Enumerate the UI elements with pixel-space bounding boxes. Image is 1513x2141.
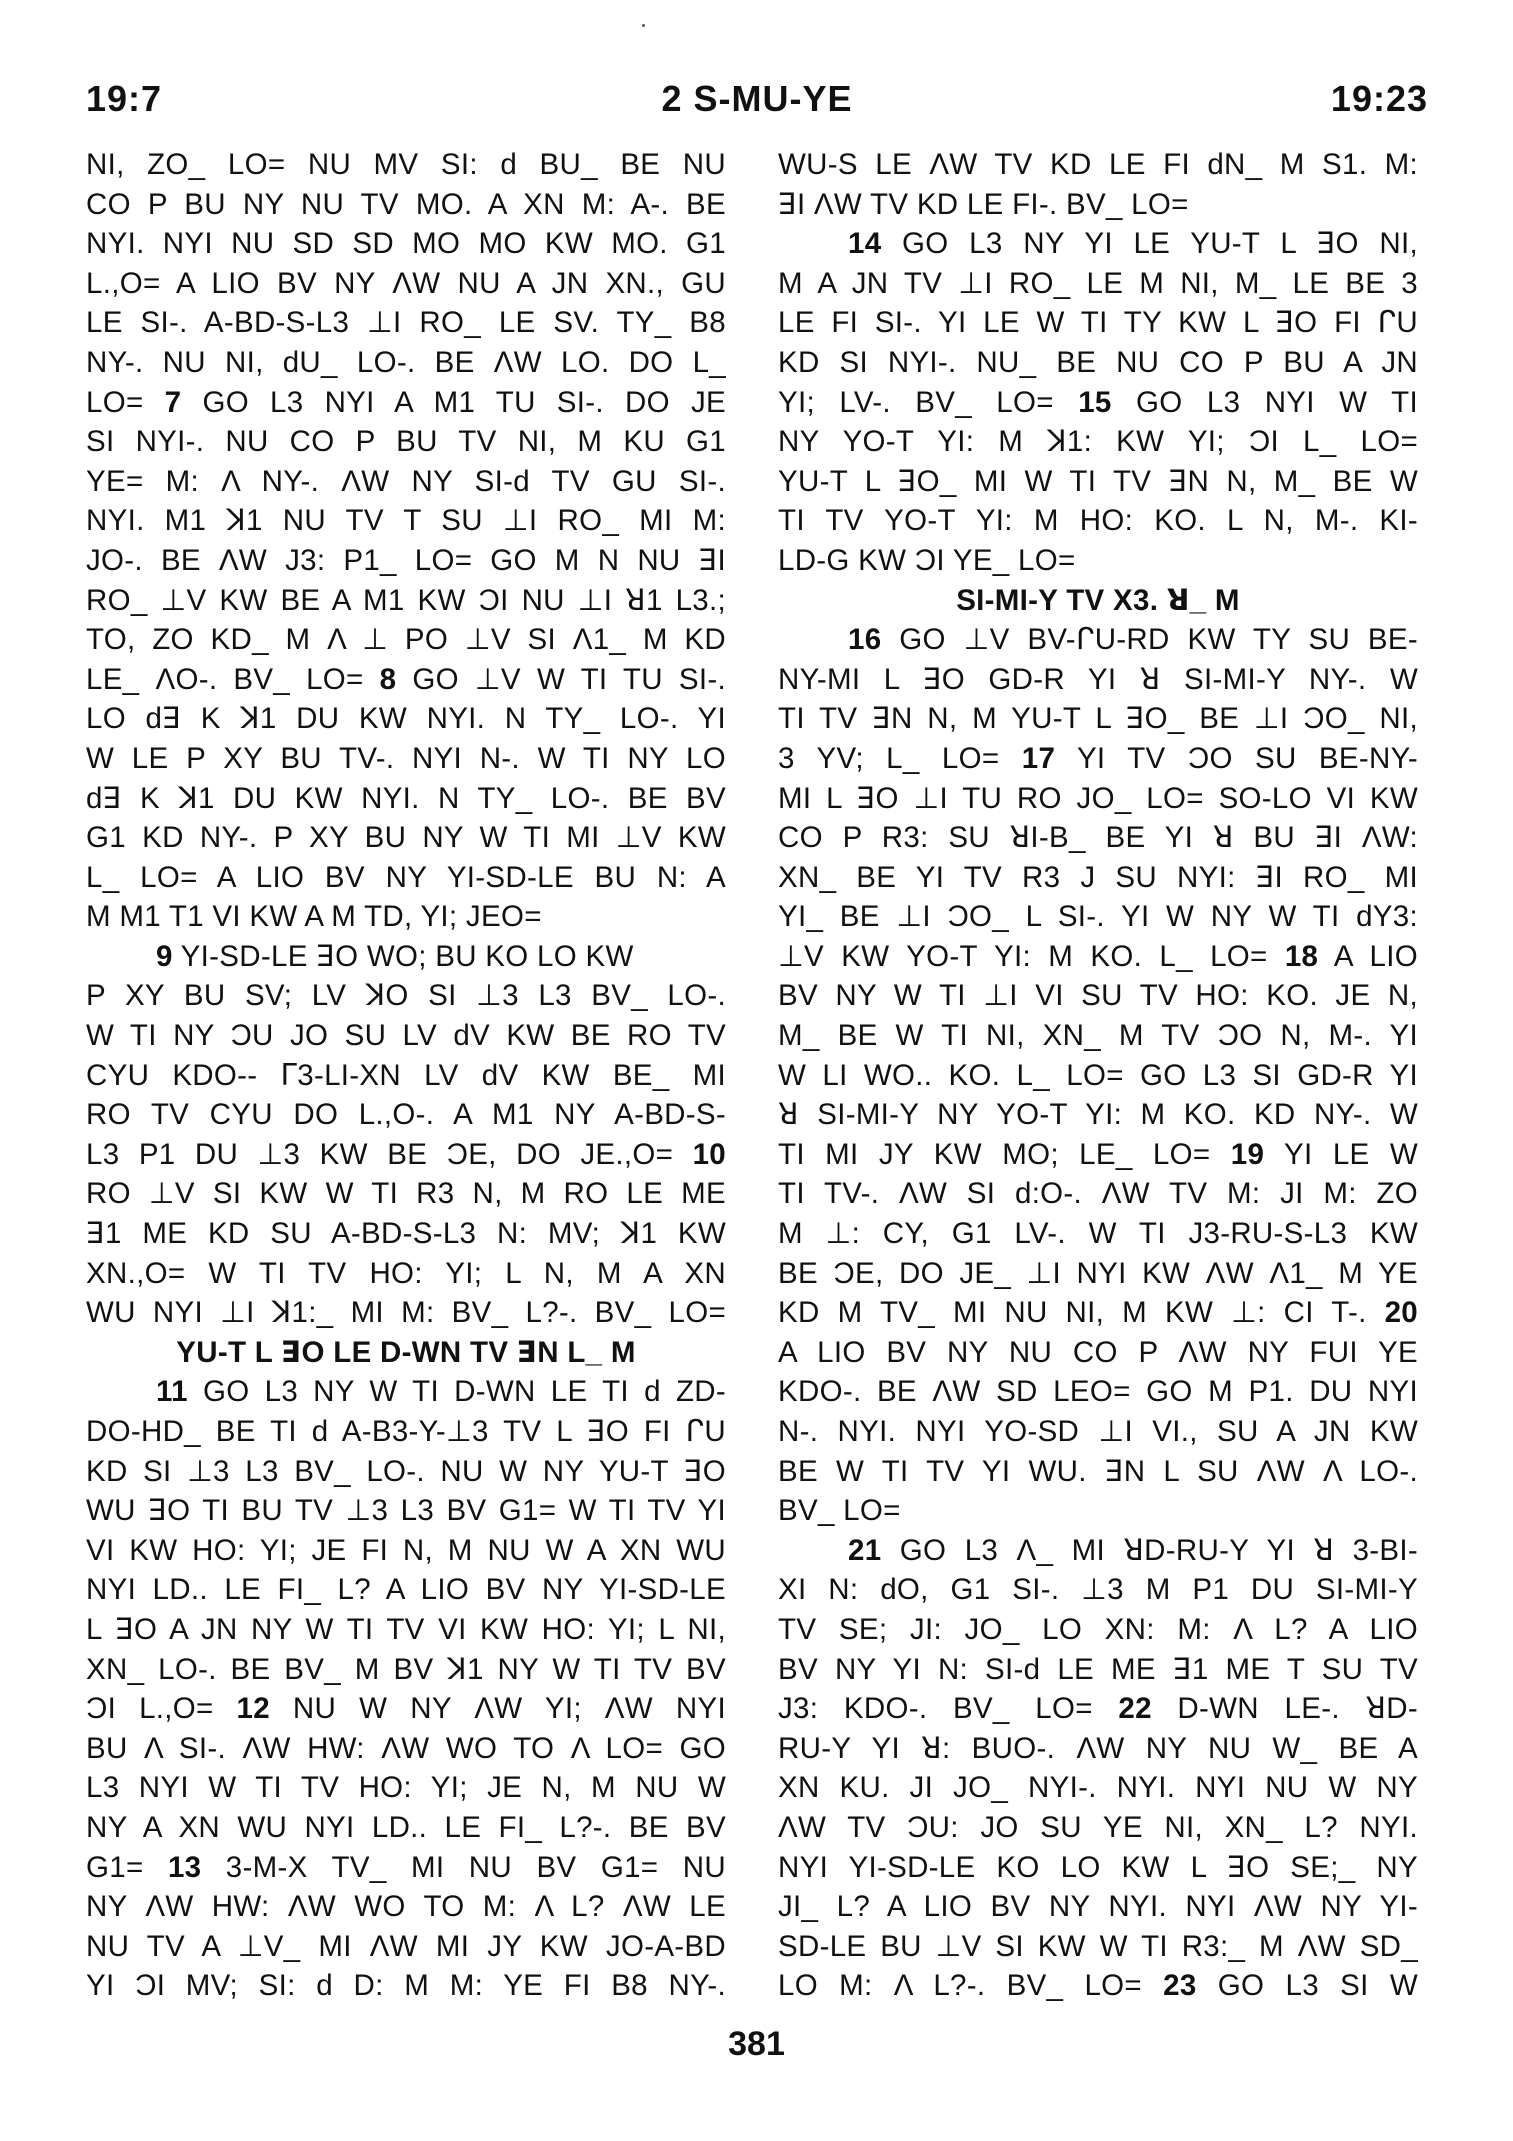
text-line: WU ꓱO TI BU TV ⊥3 L3 BV G1= W TI TV YI [86, 1494, 726, 1528]
text-line: TI TV-. ΛW SI d:O-. ΛW TV M: JI M: ZO [778, 1177, 1418, 1211]
text-line: VI KW HO: YI; JE FI N, M NU W A XN WU [86, 1533, 726, 1567]
text-line: BV_ LO= [778, 1494, 901, 1528]
left-text-column [86, 145, 726, 2006]
header-book-title: 2 S-MU-YE [661, 78, 853, 119]
text-line: XN_ BE YI TV R3 J SU NYI: ꓱI RO_ MI [778, 860, 1418, 894]
text-line: M ⊥: CY, G1 LV-. W TI J3-RU-S-L3 KW [778, 1217, 1418, 1251]
text-line: YI; LV-. BV_ LO= 15 GO L3 NYI W TI [778, 385, 1418, 419]
text-line: 16 GO ⊥V BV-ᒋU-RD KW TY SU BE- [848, 623, 1418, 657]
right-text-column [778, 145, 1418, 2006]
text-line: RU-Y YI ꓤ: BUO-. ΛW NY NU W_ BE A [778, 1731, 1418, 1765]
verse-number: 22 [1118, 1692, 1152, 1726]
text-line: BE W TI TV YI WU. ꓱN L SU ΛW Λ LO-. [778, 1454, 1418, 1488]
text-line: W TI NY ƆU JO SU LV dV KW BE RO TV [86, 1019, 726, 1053]
text-line: 21 GO L3 Λ_ MI ꓤD-RU-Y YI ꓤ 3-BI- [848, 1533, 1418, 1567]
text-line: M_ BE W TI NI, XN_ M TV ƆO N, M-. YI [778, 1019, 1418, 1053]
text-line: RO ⊥V SI KW W TI R3 N, M RO LE ME [86, 1177, 726, 1211]
text-line: BE ƆE, DO JE_ ⊥I NYI KW ΛW Λ1_ M YE [778, 1256, 1418, 1290]
text-line: LO= 7 GO L3 NYI A M1 TU SI-. DO JE [86, 385, 726, 419]
text-line: ƆI L.,O= 12 NU W NY ΛW YI; ΛW NYI [86, 1692, 726, 1726]
text-line: A LIO BV NY NU CO P ΛW NY FUI YE [778, 1335, 1418, 1369]
text-line: NY-MI L ꓱO GD-R YI ꓤ SI-MI-Y NY-. W [778, 662, 1418, 696]
text-line: W LE P XY BU TV-. NYI N-. W TI NY LO [86, 741, 726, 775]
text-line: KD SI NYI-. NU_ BE NU CO P BU A JN [778, 345, 1418, 379]
text-line: KD M TV_ MI NU NI, M KW ⊥: CI T-. 20 [778, 1296, 1418, 1330]
text-line: M A JN TV ⊥I RO_ LE M NI, M_ LE BE 3 [778, 266, 1418, 300]
text-line: LE SI-. A-BD-S-L3 ⊥I RO_ LE SV. TY_ B8 [86, 306, 726, 340]
text-line: JI_ L? A LIO BV NY NYI. NYI ΛW NY YI- [778, 1890, 1418, 1924]
text-line: NU TV A ⊥V_ MI ΛW MI JY KW JO-A-BD [86, 1929, 726, 1963]
verse-number: 12 [236, 1692, 270, 1726]
text-line: LD-G KW ƆI YE_ LO= [778, 543, 1076, 577]
verse-number: 13 [167, 1850, 202, 1884]
header-chapter-end: 19:23 [1330, 78, 1428, 119]
verse-number: 16 [848, 623, 882, 657]
text-line: NY A XN WU NYI LD.. LE FI_ L?-. BE BV [86, 1810, 726, 1844]
text-line: LE FI SI-. YI LE W TI TY KW L ꓱO FI ᒋU [778, 306, 1418, 340]
text-line: YI ƆI MV; SI: d D: M M: YE FI B8 NY-. [86, 1969, 726, 2003]
text-line: TI MI JY KW MO; LE_ LO= 19 YI LE W [778, 1137, 1418, 1171]
text-line: XN KU. JI JO_ NYI-. NYI. NYI NU W NY [778, 1771, 1418, 1805]
text-line: dꓱ K ꓘ1 DU KW NYI. N TY_ LO-. BE BV [86, 781, 726, 815]
text-line: NYI YI-SD-LE KO LO KW L ꓱO SE;_ NY [778, 1850, 1418, 1884]
text-line: ꓱI ΛW TV KD LE FI-. BV_ LO= [778, 187, 1189, 221]
text-line: N-. NYI. NYI YO-SD ⊥I VI., SU A JN KW [778, 1415, 1418, 1448]
text-line: P XY BU SV; LV ꓘO SI ⊥3 L3 BV_ LO-. [86, 979, 726, 1013]
verse-number: 7 [164, 385, 182, 419]
text-line: J3: KDO-. BV_ LO= 22 D-WN LE-. ꓤD- [778, 1692, 1418, 1726]
text-line: G1= 13 3-M-X TV_ MI NU BV G1= NU [86, 1850, 726, 1884]
text-line: TI TV YO-T YI: M HO: KO. L N, M-. KI- [778, 504, 1418, 538]
text-line: XI N: dO, G1 SI-. ⊥3 M P1 DU SI-MI-Y [778, 1573, 1418, 1607]
text-line: NI, ZO_ LO= NU MV SI: d BU_ BE NU [86, 148, 726, 181]
text-line: 14 GO L3 NY YI LE YU-T L ꓱO NI, [848, 227, 1418, 261]
text-line: NY YO-T YI: M ꓘ1: KW YI; ƆI L_ LO= [778, 425, 1418, 459]
verse-number: 17 [1021, 741, 1056, 775]
text-line: 3 YV; L_ LO= 17 YI TV ƆO SU BE-NY- [778, 741, 1418, 775]
text-line: WU-S LE ΛW TV KD LE FI dN_ M S1. M: [778, 148, 1418, 181]
text-line: BV NY YI N: SI-d LE ME ꓱ1 ME T SU TV [778, 1652, 1418, 1686]
text-line: NY-. NU NI, dU_ LO-. BE ΛW LO. DO L_ [86, 345, 726, 379]
text-line: NY ΛW HW: ΛW WO TO M: Λ L? ΛW LE [86, 1890, 726, 1924]
text-line: KD SI ⊥3 L3 BV_ LO-. NU W NY YU-T ꓱO [86, 1454, 726, 1488]
text-line: CO P BU NY NU TV MO. A XN M: A-. BE [86, 187, 726, 221]
text-line: ⊥V KW YO-T YI: M KO. L_ LO= 18 A LIO [778, 939, 1418, 973]
verse-number: 10 [692, 1137, 726, 1171]
verse-number: 23 [1163, 1969, 1197, 2003]
text-line: TV SE; JI: JO_ LO XN: M: Λ L? A LIO [778, 1612, 1418, 1646]
text-line: G1 KD NY-. P XY BU NY W TI MI ⊥V KW [86, 821, 726, 855]
verse-number: 21 [848, 1533, 882, 1567]
text-line: SI NYI-. NU CO P BU TV NI, M KU G1 [86, 425, 726, 459]
section-heading: YU-T L ꓱO LE D-WN TV ꓱN L_ M [176, 1335, 636, 1369]
text-line: WU NYI ⊥I ꓘ1:_ MI M: BV_ L?-. BV_ LO= [86, 1296, 726, 1330]
text-line: L ꓱO A JN NY W TI TV VI KW HO: YI; L NI, [86, 1612, 726, 1646]
verse-number: 19 [1230, 1137, 1265, 1171]
text-line: L.,O= A LIO BV NY ΛW NU A JN XN., GU [86, 266, 726, 300]
verse-number: 8 [379, 662, 397, 696]
verse-number: 14 [848, 227, 882, 261]
text-line: LO M: Λ L?-. BV_ LO= 23 GO L3 SI W [778, 1969, 1418, 2003]
text-line: YU-T L ꓱO_ MI W TI TV ꓱN N, M_ BE W [778, 464, 1418, 498]
text-line: 11 GO L3 NY W TI D-WN LE TI d ZD- [156, 1375, 726, 1409]
text-line: YE= M: Λ NY-. ΛW NY SI-d TV GU SI-. [86, 464, 726, 498]
text-line: ꓱ1 ME KD SU A-BD-S-L3 N: MV; ꓘ1 KW [86, 1217, 726, 1251]
verse-number: 20 [1384, 1296, 1418, 1330]
text-line: L3 P1 DU ⊥3 KW BE ƆE, DO JE.,O= 10 [86, 1137, 726, 1171]
text-line: RO_ ⊥V KW BE A M1 KW ƆI NU ⊥I ꓤ1 L3.; [86, 583, 726, 617]
text-line: NYI LD.. LE FI_ L? A LIO BV NY YI-SD-LE [86, 1573, 726, 1607]
header-chapter-start: 19:7 [86, 78, 163, 119]
text-line: CYU KDO-- ᒥ3-LI-XN LV dV KW BE_ MI [86, 1058, 726, 1092]
text-line: XN_ LO-. BE BV_ M BV ꓘ1 NY W TI TV BV [86, 1652, 726, 1686]
verse-number: 9 [156, 939, 173, 973]
text-line: SD-LE BU ⊥V SI KW W TI R3:_ M ΛW SD_ [778, 1929, 1418, 1963]
text-line: XN.,O= W TI TV HO: YI; L N, M A XN [86, 1256, 726, 1290]
text-line: L3 NYI W TI TV HO: YI; JE N, M NU W [86, 1771, 726, 1805]
text-line: NYI. NYI NU SD SD MO MO KW MO. G1 [86, 227, 726, 261]
text-line: W LI WO.. KO. L_ LO= GO L3 SI GD-R YI [778, 1058, 1418, 1092]
text-line: TI TV ꓱN N, M YU-T L ꓱO_ BE ⊥I ƆO_ NI, [778, 702, 1418, 736]
text-line: 9 YI-SD-LE ꓱO WO; BU KO LO KW [156, 939, 634, 973]
text-line: KDO-. BE ΛW SD LEO= GO M P1. DU NYI [778, 1375, 1418, 1409]
text-line: JO-. BE ΛW J3: P1_ LO= GO M N NU ꓱI [86, 543, 726, 577]
text-line: TO, ZO KD_ M Λ ⊥ PO ⊥V SI Λ1_ M KD [86, 623, 726, 657]
text-line: LO dꓱ K ꓘ1 DU KW NYI. N TY_ LO-. YI [86, 702, 726, 736]
text-line: LE_ ΛO-. BV_ LO= 8 GO ⊥V W TI TU SI-. [86, 662, 726, 696]
verse-number: 18 [1284, 939, 1319, 973]
page-number: 381 [728, 2025, 785, 2063]
verse-number: 15 [1078, 385, 1112, 419]
text-line: ꓤ SI-MI-Y NY YO-T YI: M KO. KD NY-. W [778, 1098, 1418, 1132]
page-header [86, 78, 1428, 128]
text-line: L_ LO= A LIO BV NY YI-SD-LE BU N: A [86, 860, 726, 894]
text-line: ΛW TV ƆU: JO SU YE NI, XN_ L? NYI. [778, 1810, 1418, 1844]
scan-speck [642, 24, 645, 27]
text-line: CO P R3: SU ꓤI-B_ BE YI ꓤ BU ꓱI ΛW: [778, 821, 1418, 855]
text-line: RO TV CYU DO L.,O-. A M1 NY A-BD-S- [86, 1098, 726, 1132]
text-line: YI_ BE ⊥I ƆO_ L SI-. YI W NY W TI dY3: [778, 900, 1418, 934]
text-line: DO-HD_ BE TI d A-B3-Y-⊥3 TV L ꓱO FI ᒋU [86, 1415, 726, 1448]
text-line: MI L ꓱO ⊥I TU RO JO_ LO= SO-LO VI KW [778, 781, 1418, 815]
text-line: NYI. M1 ꓘ1 NU TV T SU ⊥I RO_ MI M: [86, 504, 726, 538]
verse-number: 11 [156, 1375, 188, 1409]
text-line: BU Λ SI-. ΛW HW: ΛW WO TO Λ LO= GO [86, 1731, 726, 1765]
section-heading: SI-MI-Y TV X3. ꓤ_ M [956, 583, 1240, 617]
text-line: M M1 T1 VI KW A M TD, YI; JEO= [86, 900, 542, 934]
text-line: BV NY W TI ⊥I VI SU TV HO: KO. JE N, [778, 979, 1418, 1013]
